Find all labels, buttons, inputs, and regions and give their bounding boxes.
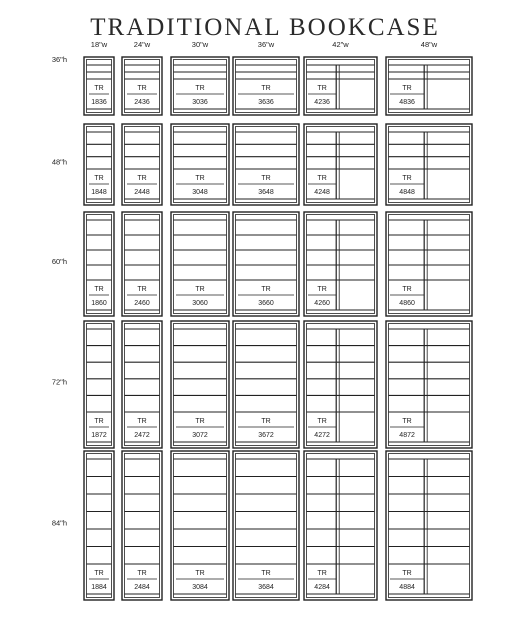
model-code: 4272 — [314, 432, 330, 439]
width-label: 48"w — [420, 40, 438, 49]
series-label: TR — [137, 175, 147, 182]
series-label: TR — [261, 570, 271, 577]
model-code: 4836 — [399, 99, 415, 106]
model-code: 2448 — [134, 189, 150, 196]
series-label: TR — [261, 85, 271, 92]
bookcase-inner-frame — [307, 215, 375, 314]
series-label: TR — [195, 570, 205, 577]
model-code: 3036 — [192, 99, 208, 106]
bookcase-frame — [304, 57, 377, 115]
height-label: 60"h — [51, 257, 67, 266]
series-label: TR — [137, 85, 147, 92]
series-label: TR — [317, 570, 327, 577]
bookcase-frame — [84, 451, 114, 600]
series-label: TR — [94, 286, 104, 293]
bookcase-frame — [386, 321, 472, 448]
model-code: 4860 — [399, 300, 415, 307]
bookcase-frame — [122, 321, 162, 448]
series-label: TR — [137, 286, 147, 293]
series-label: TR — [94, 570, 104, 577]
bookcase-inner-frame — [174, 215, 227, 314]
bookcase-frame — [304, 321, 377, 448]
width-label: 18"w — [90, 40, 108, 49]
model-code: 3648 — [258, 189, 274, 196]
series-label: TR — [94, 418, 104, 425]
width-label: 36"w — [257, 40, 275, 49]
series-label: TR — [195, 175, 205, 182]
model-code: 4872 — [399, 432, 415, 439]
model-code: 1848 — [91, 189, 107, 196]
model-code: 3084 — [192, 584, 208, 591]
series-label: TR — [195, 85, 205, 92]
bookcase-frame — [122, 451, 162, 600]
series-label: TR — [402, 418, 412, 425]
bookcase-inner-frame — [236, 215, 297, 314]
model-code: 2472 — [134, 432, 150, 439]
model-code: 2436 — [134, 99, 150, 106]
height-label: 48"h — [51, 157, 67, 167]
series-label: TR — [402, 286, 412, 293]
series-label: TR — [94, 85, 104, 92]
series-label: TR — [402, 175, 412, 182]
model-code: 2460 — [134, 300, 150, 307]
width-label: 30"w — [191, 40, 209, 49]
page-title: TRADITIONAL BOOKCASE — [90, 14, 440, 41]
series-label: TR — [317, 286, 327, 293]
model-code: 3660 — [258, 300, 274, 307]
bookcase-frame — [386, 57, 472, 115]
series-label: TR — [261, 418, 271, 425]
series-label: TR — [195, 418, 205, 425]
bookcase-inner-frame — [87, 215, 112, 314]
model-code: 1836 — [91, 99, 107, 106]
bookcase-frame — [304, 451, 377, 600]
width-label: 24"w — [133, 40, 151, 49]
model-code: 1884 — [91, 584, 107, 591]
series-label: TR — [195, 286, 205, 293]
model-code: 3060 — [192, 300, 208, 307]
bookcase-inner-frame — [389, 454, 470, 598]
model-code: 4284 — [314, 584, 330, 591]
model-code: 2484 — [134, 584, 150, 591]
model-code: 3072 — [192, 432, 208, 439]
model-code: 3636 — [258, 99, 274, 106]
bookcase-inner-frame — [125, 215, 160, 314]
series-label: TR — [261, 175, 271, 182]
width-label: 42"w — [332, 40, 349, 49]
model-code: 3048 — [192, 189, 208, 196]
height-label: 36"h — [51, 55, 67, 64]
series-label: TR — [261, 286, 271, 293]
model-code: 4248 — [314, 189, 330, 196]
series-label: TR — [402, 85, 412, 92]
model-code: 4260 — [314, 300, 330, 307]
height-label: 72"h — [51, 377, 67, 387]
bookcase-inner-frame — [389, 215, 470, 314]
model-code: 4236 — [314, 99, 330, 106]
bookcase-frame — [233, 321, 299, 448]
model-code: 4884 — [399, 584, 415, 591]
bookcase-frame — [386, 451, 472, 600]
series-label: TR — [137, 570, 147, 577]
model-code: 1860 — [91, 300, 107, 307]
series-label: TR — [94, 175, 104, 182]
series-label: TR — [137, 418, 147, 425]
height-label: 84"h — [51, 518, 67, 528]
bookcase-frame — [84, 321, 114, 448]
model-code: 3684 — [258, 584, 274, 591]
bookcase-frame — [171, 321, 229, 448]
series-label: TR — [317, 85, 327, 92]
model-code: 1872 — [91, 432, 107, 439]
bookcase-frame — [171, 451, 229, 600]
series-label: TR — [402, 570, 412, 577]
series-label: TR — [317, 418, 327, 425]
bookcase-frame — [233, 451, 299, 600]
model-code: 3672 — [258, 432, 274, 439]
model-code: 4848 — [399, 189, 415, 196]
series-label: TR — [317, 175, 327, 182]
